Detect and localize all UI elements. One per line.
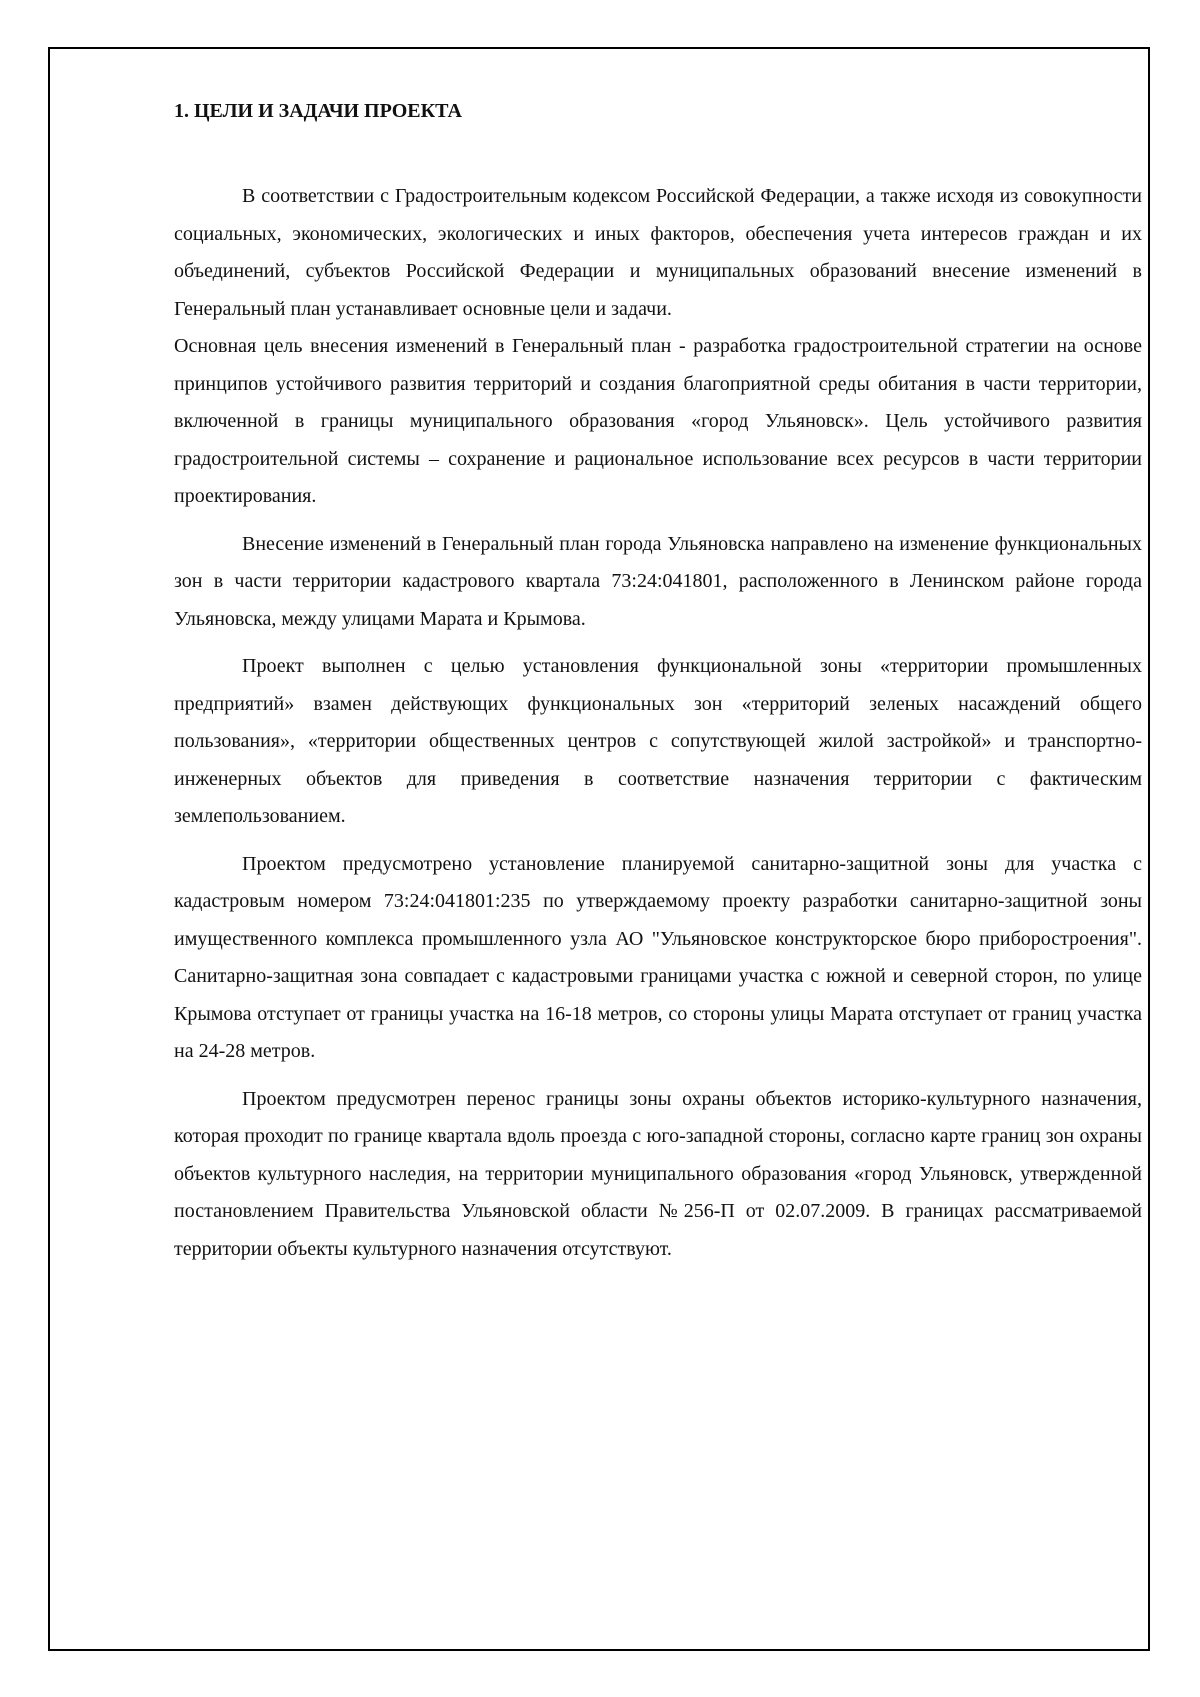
paragraph-project-purpose: Проект выполнен с целью установления функциональной зоны «территории промышленных предприятий» взамен действующих функциональных зон «территорий зеленых насаждений общего пользования», «территории общественных центров с сопутствующей жилой застройкой» и транспортно-инженерных объектов для приведения в соответствие назначения территории с фактическим землепользованием. xyxy=(174,655,1142,827)
paragraph-intro: В соответствии с Градостроительным кодексом Российской Федерации, а также исходя из совокупности социальных, экономических, экологических и иных факторов, обеспечения учета интересов граждан и их объединений, субъектов Российской Федерации и муниципальных образований внесение изменений в Генеральный план устанавливает основные цели и задачи. xyxy=(174,185,1142,320)
section-heading: 1. ЦЕЛИ И ЗАДАЧИ ПРОЕКТА xyxy=(174,100,462,122)
document-body xyxy=(174,96,1142,1268)
paragraph-sanitary-zone: Проектом предусмотрено установление планируемой санитарно-защитной зоны для участка с кадастровым номером 73:24:041801:235 по утверждаемому проекту разработки санитарно-защитной зоны имущественного комплекса промышленного узла АО "Ульяновское конструкторское бюро приборостроения". Санитарно-защитная зона совпадает с кадастровыми границами участка с южной и северной сторон, по улице Крымова отступает от границы участка на 16-18 метров, со стороны улицы Марата отступает от границ участка на 24-28 метров. xyxy=(174,852,1142,1062)
paragraph-heritage-zone: Проектом предусмотрен перенос границы зоны охраны объектов историко-культурного назначения, которая проходит по границе квартала вдоль проезда с юго-западной стороны, согласно карте границ зон охраны объектов культурного наследия, на территории муниципального образования «город Ульяновск, утвержденной постановлением Правительства Ульяновской области №256-П от 02.07.2009. В границах рассматриваемой территории объекты культурного назначения отсутствуют. xyxy=(174,1087,1142,1260)
paragraph-main-goal: Основная цель внесения изменений в Генеральный план - разработка градостроительной стратегии на основе принципов устойчивого развития территорий и создания благоприятной среды обитания в части территории, включенной в границы муниципального образования «город Ульяновск». Цель устойчивого развития градостроительной системы – сохранение и рациональное использование всех ресурсов в части территории проектирования. xyxy=(174,335,1142,507)
paragraph-zone-change: Внесение изменений в Генеральный план города Ульяновска направлено на изменение функциональных зон в части территории кадастрового квартала 73:24:041801, расположенного в Ленинском районе города Ульяновска, между улицами Марата и Крымова. xyxy=(174,532,1142,630)
